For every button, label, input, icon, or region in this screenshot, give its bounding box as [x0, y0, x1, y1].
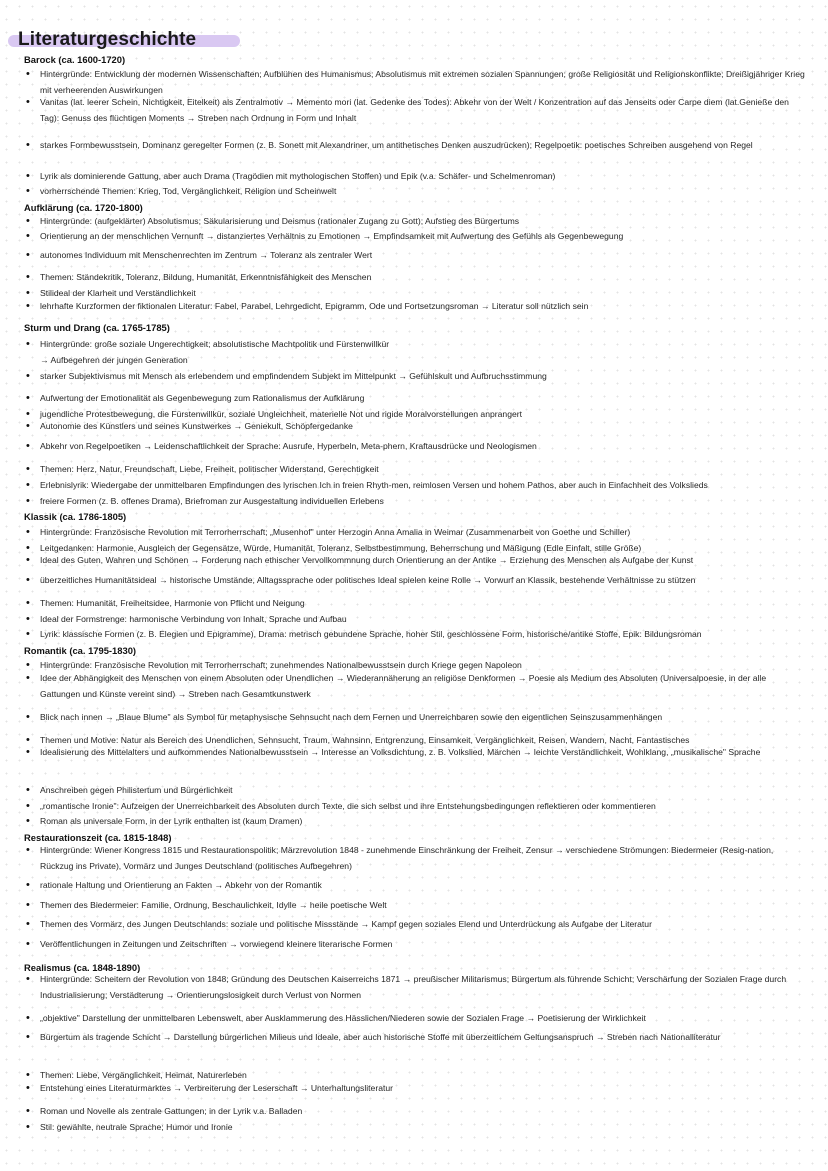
list-item: • Themen des Biedermeier: Familie, Ordnung, Beschaulichkeit, Idylle → heile poetische Welt: [26, 897, 808, 913]
list-item: • Lyrik: klassische Formen (z. B. Elegien und Epigramme), Drama: metrisch gebundene Sprache, hoher Stil, geschlossene Form, historische/antike Stoffe, Epik: Bildungsroman: [26, 626, 808, 642]
list-item: • Stilideal der Klarheit und Verständlichkeit: [26, 285, 808, 301]
list-item: • Hintergründe: Wiener Kongress 1815 und Restaurationspolitik; Märzrevolution 1848 - zunehmende Einschränkung der Freiheit, Zensur → verschiedene Strömungen: Biedermeier (Resig-nation, Rückzug ins Private), Vormärz und Junges Deutschland (politisches Aufbegehren): [26, 842, 808, 874]
list-item: • Hintergründe: Scheitern der Revolution von 1848; Gründung des Deutschen Kaiserreichs 1871 → preußischer Militarismus; Bürgertum als führende Schicht; Verschärfung der Sozialen Frage durch Industrialisierung; Verstädterung → Orientierungslosigkeit durch Verlust von Normen: [26, 971, 808, 1003]
list-item: • Anschreiben gegen Philistertum und Bürgerlichkeit: [26, 782, 808, 798]
section-heading-klassik: Klassik (ca. 1786-1805): [24, 511, 127, 522]
list-item: • Entstehung eines Literaturmarktes → Verbreiterung der Leserschaft → Unterhaltungsliteratur: [26, 1080, 808, 1096]
list-item: • Lyrik als dominierende Gattung, aber auch Drama (Tragödien mit mythologischen Stoffen) und Epik (v.a. Schäfer- und Schelmenroman): [26, 168, 808, 184]
list-item: • Erlebnislyrik: Wiedergabe der unmittelbaren Empfindungen des lyrischen Ich in freien Rhyth-men, reimlosen Versen und hohem Pathos, aber auch in Einfachheit des Volkslieds: [26, 477, 808, 493]
list-item: • Themen: Ständekritik, Toleranz, Bildung, Humanität, Erkenntnisfähigkeit des Menschen: [26, 269, 808, 285]
list-item: • „objektive" Darstellung der unmittelbaren Lebenswelt, aber Ausklammerung des Hässlichen/Niederen sowie der Sozialen Frage → Poetisierung der Wirklichkeit: [26, 1010, 808, 1026]
list-item: • Stil: gewählte, neutrale Sprache; Humor und Ironie: [26, 1119, 808, 1135]
list-item: • starkes Formbewusstsein, Dominanz geregelter Formen (z. B. Sonett mit Alexandriner, um antithetisches Denken auszudrücken); Regelpoetik: poetisches Schreiben ausgehend von Regel: [26, 137, 808, 153]
list-item: • Blick nach innen → „Blaue Blume" als Symbol für metaphysische Sehnsucht nach dem Fernen und Unerreichbaren sowie den eigentlichen Seinszusammenhängen: [26, 709, 808, 725]
list-item: • Idealisierung des Mittelalters und aufkommendes Nationalbewusstsein → Interesse an Volksdichtung, z. B. Volkslied, Märchen → leichte Verständlichkeit, Wohlklang, „musikalische" Sprache: [26, 744, 808, 760]
list-item: • Veröffentlichungen in Zeitungen und Zeitschriften → vorwiegend kleinere literarische Formen: [26, 936, 808, 952]
list-item: • „romantische Ironie": Aufzeigen der Unerreichbarkeit des Absoluten durch Texte, die sich selbst und ihre Entstehungsbedingungen reflektieren oder kommentieren: [26, 798, 808, 814]
section-heading-restaurationszeit: Restaurationszeit (ca. 1815-1848): [24, 832, 172, 843]
list-item: • Hintergründe: (aufgeklärter) Absolutismus; Säkularisierung und Deismus (rationaler Zugang zu Gott); Aufstieg des Bürgertums: [26, 213, 808, 229]
list-item: • Ideal des Guten, Wahren und Schönen → Forderung nach ethischer Vervollkommnung durch Orientierung an der Antike → Erziehung des Menschen als Aufgabe der Kunst: [26, 552, 808, 568]
list-item: • Themen und Motive: Natur als Bereich des Unendlichen, Sehnsucht, Traum, Wahnsinn, Entgrenzung, Einsamkeit, Vergänglichkeit, Reisen, Wandern, Nacht, Fantastisches: [26, 732, 808, 748]
list-item: • Leitgedanken: Harmonie, Ausgleich der Gegensätze, Würde, Humanität, Toleranz, Selbstbestimmung, Beherrschung und Mäßigung (Edle Einfalt, stille Größe): [26, 540, 808, 556]
list-item: • Hintergründe: Französische Revolution mit Terrorherrschaft; „Musenhof" unter Herzogin Anna Amalia in Weimar (Zusammenarbeit von Goethe und Schiller): [26, 524, 808, 540]
list-item: • Roman als universale Form, in der Lyrik enthalten ist (kaum Dramen): [26, 813, 808, 829]
section-heading-romantik: Romantik (ca. 1795-1830): [24, 645, 137, 656]
list-item: • Themen des Vormärz, des Jungen Deutschlands: soziale und politische Missstände → Kampf gegen soziales Elend und Unterdrückung als Aufgabe der Literatur: [26, 916, 808, 932]
page-title: Literaturgeschichte: [18, 29, 197, 50]
list-item: • jugendliche Protestbewegung, die Fürstenwillkür, soziale Ungleichheit, materielle Not und rigide Moralvorstellungen anprangert: [26, 406, 808, 422]
list-item: • starker Subjektivismus mit Mensch als erlebendem und empfindendem Subjekt im Mittelpunkt → Gefühlskult und Aufbruchsstimmung: [26, 368, 808, 384]
section-heading-sturm-und-drang: Sturm und Drang (ca. 1765-1785): [24, 322, 170, 333]
list-item: • freiere Formen (z. B. offenes Drama), Briefroman zur Ausgestaltung individuellen Erlebens: [26, 493, 808, 509]
list-item: • lehrhafte Kurzformen der fiktionalen Literatur: Fabel, Parabel, Lehrgedicht, Epigramm, Ode und Fortsetzungsroman → Literatur soll nützlich sein: [26, 298, 808, 314]
section-heading-realismus: Realismus (ca. 1848-1890): [24, 962, 141, 973]
list-item: • Ideal der Formstrenge: harmonische Verbindung von Inhalt, Sprache und Aufbau: [26, 611, 808, 627]
section-heading-aufklaerung: Aufklärung (ca. 1720-1800): [24, 202, 143, 213]
list-item: • Idee der Abhängigkeit des Menschen von einem Absoluten oder Unendlichen → Wiederannäherung an religiöse Denkformen → Poesie als Medium des Absoluten (Universalpoesie, in der alle Gattungen und Künste vereint sind) → Streben nach Gesamtkunstwerk: [26, 670, 808, 702]
list-item: • Abkehr von Regelpoetiken → Leidenschaftlichkeit der Sprache: Ausrufe, Hyperbeln, Meta-phern, Kraftausdrücke und Neologismen: [26, 438, 808, 454]
list-item: • Themen: Liebe, Vergänglichkeit, Heimat, Naturerleben: [26, 1067, 808, 1083]
list-item: • autonomes Individuum mit Menschenrechten im Zentrum → Toleranz als zentraler Wert: [26, 247, 808, 263]
list-item: • Autonomie des Künstlers und seines Kunstwerkes → Geniekult, Schöpfergedanke: [26, 418, 808, 434]
list-item: • Aufwertung der Emotionalität als Gegenbewegung zum Rationalismus der Aufklärung: [26, 390, 808, 406]
list-item: • Bürgertum als tragende Schicht → Darstellung bürgerlichen Milieus und Ideale, aber auch historische Stoffe mit überzeitlichem Geltungsanspruch → Streben nach Nationalliteratur: [26, 1029, 808, 1045]
list-item: • Hintergründe: Entwicklung der modernen Wissenschaften; Aufblühen des Humanismus; Absolutismus mit extremen sozialen Spannungen; große Religiosität und Religionskonflikte; Dreißigjähriger Krieg mit verheerenden Auswirkungen: [26, 66, 808, 98]
list-item: • überzeitliches Humanitätsideal → historische Umstände, Alltagssprache oder politisches Ideal spielen keine Rolle → Vorwurf an Klassik, bestehende Verhältnisse zu stützen: [26, 572, 808, 588]
list-item-continuation: → Aufbegehren der jungen Generation: [40, 355, 188, 365]
list-item: • Themen: Humanität, Freiheitsidee, Harmonie von Pflicht und Neigung: [26, 595, 808, 611]
section-heading-barock: Barock (ca. 1600-1720): [24, 54, 126, 65]
list-item: • vorherrschende Themen: Krieg, Tod, Vergänglichkeit, Religion und Scheinwelt: [26, 183, 808, 199]
list-item: • Themen: Herz, Natur, Freundschaft, Liebe, Freiheit, politischer Widerstand, Gerechtigkeit: [26, 461, 808, 477]
list-item: • Orientierung an der menschlichen Vernunft → distanziertes Verhältnis zu Emotionen → Empfindsamkeit mit Aufwertung des Gefühls als Gegenbewegung: [26, 228, 808, 244]
list-item: • Hintergründe: große soziale Ungerechtigkeit; absolutistische Machtpolitik und Fürstenwillkür: [26, 336, 808, 352]
list-item: • Vanitas (lat. leerer Schein, Nichtigkeit, Eitelkeit) als Zentralmotiv → Memento mori (lat. Gedenke des Todes): Abkehr von der Welt / Konzentration auf das Jenseits oder Carpe diem (lat.Genieße den Tag): Genuss des flüchtigen Moments → Streben nach Ordnung in Form und Inhalt: [26, 94, 808, 126]
list-item: • Roman und Novelle als zentrale Gattungen; in der Lyrik v.a. Balladen: [26, 1103, 808, 1119]
list-item: • Hintergründe: Französische Revolution mit Terrorherrschaft; zunehmendes Nationalbewusstsein durch Kriege gegen Napoleon: [26, 657, 808, 673]
list-item: • rationale Haltung und Orientierung an Fakten → Abkehr von der Romantik: [26, 877, 808, 893]
